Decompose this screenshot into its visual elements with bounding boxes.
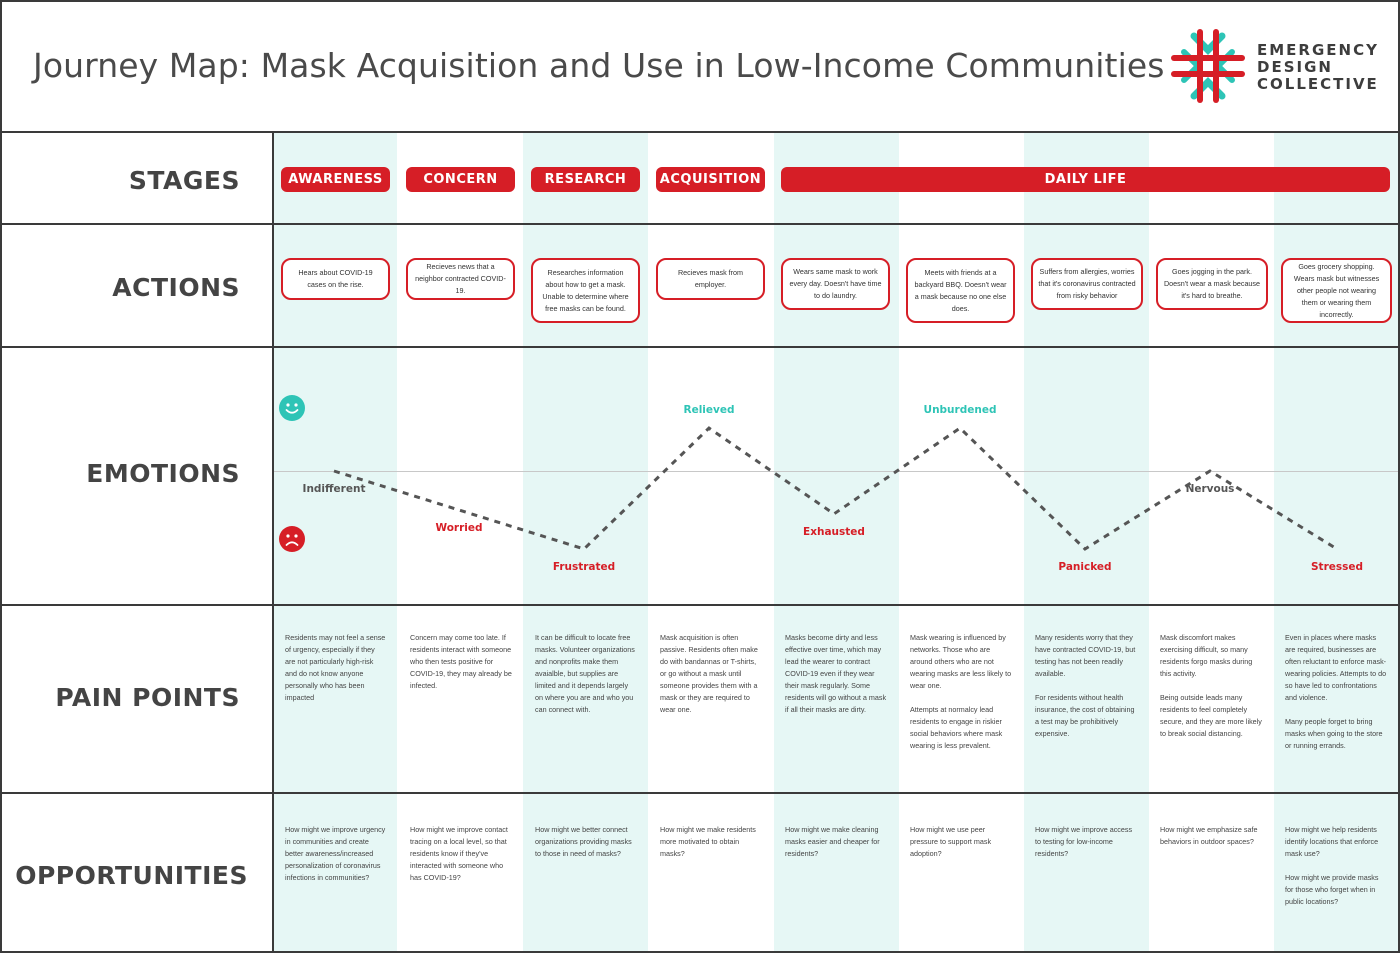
action-card: Researches information about how to get a mask. Unable to determine where free masks can be found. [531, 258, 640, 323]
pain-point-block-text: Residents may not feel a sense of urgency, especially if they are not particularly high-risk and do not know anyone personally who has been impacted [285, 633, 386, 702]
emotion-label: Frustrated [552, 561, 616, 573]
emotion-label: Stressed [1310, 561, 1364, 573]
pain-point-block-text: Mask wearing is influenced by networks. Those who are around others who are not wearing masks are less likely to wear one. [910, 633, 1012, 690]
row-label-stages: STAGES [128, 166, 240, 195]
pain-point-block-text: Concern may come too late. If residents interact with someone who then tests positive for COVID-19, they may already be infected. [410, 633, 512, 690]
pain-point-block-text: Many residents worry that they have contracted COVID-19, but testing has not been readily available. [1035, 633, 1136, 678]
action-card: Hears about COVID-19 cases on the rise. [281, 258, 390, 300]
emotion-label: Nervous [1185, 483, 1235, 495]
stage-concern: CONCERN [406, 167, 515, 192]
page-title: Journey Map: Mask Acquisition and Use in Low-Income Communities [33, 46, 1165, 85]
opportunity-block-text: How might we help residents identify locations that enforce mask use? [1285, 825, 1379, 858]
opportunity-block-text: How might we improve access to testing for low-income residents? [1035, 825, 1133, 858]
stage-awareness: AWARENESS [281, 167, 390, 192]
logo-line: EMERGENCY [1257, 41, 1379, 59]
opportunity-block-text: How might we provide masks for those who forget when in public locations? [1285, 873, 1379, 906]
row-label-pain-points: PAIN POINTS [55, 683, 240, 712]
action-card: Recieves mask from employer. [656, 258, 765, 300]
opportunity-block-text: How might we emphasize safe behaviors in outdoor spaces? [1160, 825, 1258, 846]
action-card: Wears same mask to work every day. Doesn't have time to do laundry. [781, 258, 890, 310]
pain-point-block-text: It can be difficult to locate free masks. Volunteer organizations and nonprofits make them avaialble, but supplies are limited and it depends largely on where you are and who you can connect with. [535, 633, 635, 714]
opportunity-block-text: How might we use peer pressure to support mask adoption? [910, 825, 992, 858]
emotion-label: Unburdened [923, 404, 997, 417]
pain-point-block-text: Mask discomfort makes exercising difficult, so many residents forgo masks during this activity. [1160, 633, 1253, 678]
emotion-label: Relieved [683, 404, 735, 417]
pain-point-block-text: Being outside leads many residents to feel completely secure, and they are more likely to break social distancing. [1160, 693, 1262, 738]
stage-daily-life: DAILY LIFE [781, 167, 1390, 192]
emotion-label: Panicked [1058, 561, 1112, 573]
pain-point-block-text: Mask acquisition is often passive. Residents often make do with bandannas or T-shirts, or go without a mask until someone provides them with a mask or they are required to wear one. [660, 633, 758, 714]
action-card: Goes jogging in the park. Doesn't wear a mask because it's hard to breathe. [1156, 258, 1268, 310]
stage-acquisition: ACQUISITION [656, 167, 765, 192]
emotion-label: Indifferent [302, 483, 366, 495]
row-label-opportunities: OPPORTUNITIES [15, 861, 248, 890]
row-label-actions: ACTIONS [112, 273, 240, 302]
action-card: Recieves news that a neighbor contracted COVID-19. [406, 258, 515, 300]
action-card: Meets with friends at a backyard BBQ. Doesn't wear a mask because no one else does. [906, 258, 1015, 323]
opportunity-block-text: How might we improve contact tracing on a local level, so that residents know if they've interacted with someone who has COVID-19? [410, 825, 508, 882]
stage-research: RESEARCH [531, 167, 640, 192]
pain-point-block-text: Attempts at normalcy lead residents to engage in riskier social behaviors where mask wearing is less prevalent. [910, 705, 1003, 750]
pain-point-block-text: Masks become dirty and less effective over time, which may lead the wearer to contract COVID-19 even if they wear their mask regularly. Some residents will go without a mask if all their masks are dirty. [785, 633, 887, 714]
opportunity-block-text: How might we make cleaning masks easier and cheaper for residents? [785, 825, 880, 858]
opportunity-block-text: How might we better connect organizations providing masks to those in need of masks? [535, 825, 632, 858]
action-card: Suffers from allergies, worries that it's coronavirus contracted from risky behavior [1031, 258, 1143, 310]
opportunity-block-text: How might we make residents more motivated to obtain masks? [660, 825, 756, 858]
logo-line: COLLECTIVE [1257, 75, 1379, 93]
pain-point-block-text: For residents without health insurance, the cost of obtaining a test may be prohibitively expensive. [1035, 693, 1135, 738]
row-label-emotions: EMOTIONS [86, 459, 240, 488]
pain-point-block-text: Even in places where masks are required, businesses are often reluctant to enforce mask-wearing policies. Attempts to do so have led to confrontations and violence. [1285, 633, 1387, 702]
logo-line: DESIGN [1257, 58, 1333, 76]
action-card: Goes grocery shopping. Wears mask but witnesses other people not wearing them or wearing them incorrectly. [1281, 258, 1392, 323]
pain-point-block-text: Many people forget to bring masks when going to the store or running errands. [1285, 717, 1383, 750]
emotion-label: Worried [435, 522, 483, 534]
opportunity-block-text: How might we improve urgency in communities and create better awareness/increased personalization of coronavirus infections in communities? [285, 825, 386, 882]
emotion-label: Exhausted [803, 525, 865, 538]
